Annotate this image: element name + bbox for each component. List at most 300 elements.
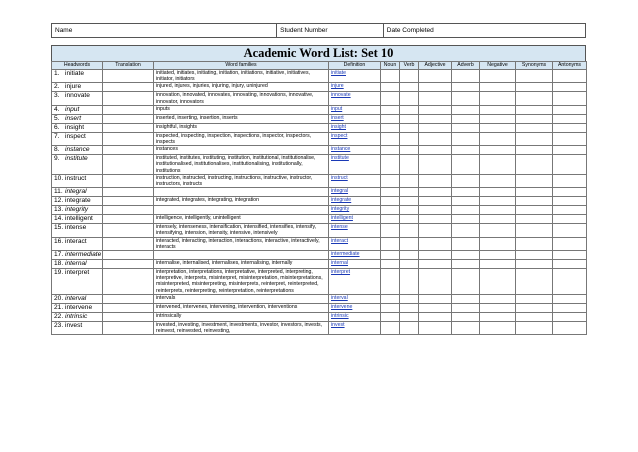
row-number: 5.	[54, 114, 60, 122]
adverb-cell[interactable]	[452, 105, 480, 114]
row-number: 11.	[54, 188, 63, 196]
definition-link[interactable]: internal	[331, 260, 349, 267]
column-header-antonyms: Antonyms	[553, 62, 587, 70]
noun-cell[interactable]	[381, 215, 400, 224]
adverb-cell[interactable]	[452, 174, 480, 187]
verb-cell[interactable]	[400, 206, 419, 215]
column-header-definition: Definition	[329, 62, 381, 70]
verb-cell[interactable]	[400, 132, 419, 145]
negative-cell[interactable]	[480, 146, 516, 155]
noun-cell[interactable]	[381, 312, 400, 321]
adjective-cell[interactable]	[419, 237, 452, 250]
adjective-cell[interactable]	[419, 303, 452, 312]
row-number: 14.	[54, 215, 64, 223]
adjective-cell[interactable]	[419, 260, 452, 269]
verb-cell[interactable]	[400, 294, 419, 303]
headword: institute	[65, 155, 88, 163]
verb-cell[interactable]	[400, 224, 419, 237]
negative-cell[interactable]	[480, 92, 516, 105]
synonyms-cell[interactable]	[516, 83, 553, 92]
synonyms-cell[interactable]	[516, 321, 553, 334]
row-number: 12.	[54, 197, 64, 205]
synonyms-cell[interactable]	[516, 312, 553, 321]
definition-link[interactable]: interval	[331, 294, 348, 301]
translation-cell[interactable]	[103, 174, 154, 187]
antonyms-cell[interactable]	[553, 114, 587, 123]
headword: intermediate	[65, 251, 102, 259]
definition-link[interactable]: intense	[331, 224, 348, 231]
table-row	[52, 224, 587, 237]
name-field[interactable]: Name	[52, 24, 277, 37]
adjective-cell[interactable]	[419, 215, 452, 224]
adjective-cell[interactable]	[419, 312, 452, 321]
synonyms-cell[interactable]	[516, 260, 553, 269]
adjective-cell[interactable]	[419, 132, 452, 145]
verb-cell[interactable]	[400, 237, 419, 250]
negative-cell[interactable]	[480, 123, 516, 132]
definition-cell	[329, 237, 381, 250]
synonyms-cell[interactable]	[516, 92, 553, 105]
negative-cell[interactable]	[480, 174, 516, 187]
definition-link[interactable]: instance	[331, 146, 351, 153]
definition-cell	[329, 70, 381, 83]
noun-cell[interactable]	[381, 123, 400, 132]
negative-cell[interactable]	[480, 105, 516, 114]
antonyms-cell[interactable]	[553, 155, 587, 175]
verb-cell[interactable]	[400, 174, 419, 187]
verb-cell[interactable]	[400, 312, 419, 321]
adjective-cell[interactable]	[419, 114, 452, 123]
student-info-bar	[51, 23, 586, 38]
definition-link[interactable]: insert	[331, 114, 344, 121]
verb-cell[interactable]	[400, 92, 419, 105]
headword: insight	[65, 123, 85, 131]
noun-cell[interactable]	[381, 174, 400, 187]
adjective-cell[interactable]	[419, 92, 452, 105]
definition-link[interactable]: insight	[331, 123, 346, 130]
definition-link[interactable]: inspect	[331, 132, 348, 139]
definition-link[interactable]: intervene	[331, 303, 353, 310]
definition-link[interactable]: intelligent	[331, 215, 353, 222]
headword-cell	[52, 92, 103, 105]
adjective-cell[interactable]	[419, 146, 452, 155]
definition-link[interactable]: innovate	[331, 92, 351, 99]
adjective-cell[interactable]	[419, 123, 452, 132]
adverb-cell[interactable]	[452, 251, 480, 260]
synonyms-cell[interactable]	[516, 206, 553, 215]
noun-cell[interactable]	[381, 92, 400, 105]
definition-link[interactable]: integral	[331, 188, 349, 195]
verb-cell[interactable]	[400, 114, 419, 123]
antonyms-cell[interactable]	[553, 303, 587, 312]
definition-link[interactable]: invest	[331, 321, 345, 328]
negative-cell[interactable]	[480, 321, 516, 334]
negative-cell[interactable]	[480, 237, 516, 250]
synonyms-cell[interactable]	[516, 294, 553, 303]
noun-cell[interactable]	[381, 224, 400, 237]
translation-cell[interactable]	[103, 188, 154, 197]
definition-link[interactable]: interact	[331, 237, 349, 244]
verb-cell[interactable]	[400, 146, 419, 155]
verb-cell[interactable]	[400, 251, 419, 260]
noun-cell[interactable]	[381, 146, 400, 155]
definition-link[interactable]: injure	[331, 83, 344, 90]
negative-cell[interactable]	[480, 269, 516, 295]
translation-cell[interactable]	[103, 197, 154, 206]
adverb-cell[interactable]	[452, 197, 480, 206]
translation-cell[interactable]	[103, 224, 154, 237]
synonyms-cell[interactable]	[516, 303, 553, 312]
synonyms-cell[interactable]	[516, 123, 553, 132]
table-row	[52, 269, 587, 295]
synonyms-cell[interactable]	[516, 105, 553, 114]
headword: integral	[65, 188, 87, 196]
table-row	[52, 155, 587, 175]
table-row	[52, 92, 587, 105]
verb-cell[interactable]	[400, 260, 419, 269]
adverb-cell[interactable]	[452, 132, 480, 145]
headword: intrinsic	[65, 312, 88, 320]
noun-cell[interactable]	[381, 303, 400, 312]
synonyms-cell[interactable]	[516, 269, 553, 295]
negative-cell[interactable]	[480, 303, 516, 312]
verb-cell[interactable]	[400, 83, 419, 92]
word-families-cell	[154, 206, 329, 215]
antonyms-cell[interactable]	[553, 92, 587, 105]
antonyms-cell[interactable]	[553, 224, 587, 237]
word-families-cell: injured, injures, injuries, injuring, injury, uninjured	[154, 83, 329, 92]
row-number: 17.	[54, 251, 64, 259]
adverb-cell[interactable]	[452, 155, 480, 175]
definition-link[interactable]: integrate	[331, 197, 352, 204]
table-row	[52, 303, 587, 312]
adverb-cell[interactable]	[452, 237, 480, 250]
row-number: 10.	[54, 174, 64, 182]
adjective-cell[interactable]	[419, 155, 452, 175]
adverb-cell[interactable]	[452, 321, 480, 334]
date-completed-field[interactable]: Date Completed	[386, 27, 434, 34]
headword: input	[65, 105, 80, 113]
negative-cell[interactable]	[480, 155, 516, 175]
row-number: 15.	[54, 224, 64, 232]
synonyms-cell[interactable]	[516, 251, 553, 260]
definition-cell	[329, 251, 381, 260]
verb-cell[interactable]	[400, 123, 419, 132]
definition-cell	[329, 294, 381, 303]
adjective-cell[interactable]	[419, 188, 452, 197]
adjective-cell[interactable]	[419, 251, 452, 260]
translation-cell[interactable]	[103, 237, 154, 250]
verb-cell[interactable]	[400, 70, 419, 83]
antonyms-cell[interactable]	[553, 251, 587, 260]
definition-link[interactable]: integrity	[331, 206, 350, 213]
adverb-cell[interactable]	[452, 294, 480, 303]
adverb-cell[interactable]	[452, 224, 480, 237]
adverb-cell[interactable]	[452, 303, 480, 312]
adjective-cell[interactable]	[419, 321, 452, 334]
negative-cell[interactable]	[480, 312, 516, 321]
verb-cell[interactable]	[400, 197, 419, 206]
headword-cell	[52, 251, 103, 260]
translation-cell[interactable]	[103, 215, 154, 224]
adverb-cell[interactable]	[452, 92, 480, 105]
headword-cell	[52, 260, 103, 269]
adjective-cell[interactable]	[419, 197, 452, 206]
table-row	[52, 251, 587, 260]
antonyms-cell[interactable]	[553, 260, 587, 269]
translation-cell[interactable]	[103, 70, 154, 83]
adjective-cell[interactable]	[419, 70, 452, 83]
adjective-cell[interactable]	[419, 206, 452, 215]
definition-link[interactable]: interpret	[331, 269, 351, 276]
verb-cell[interactable]	[400, 105, 419, 114]
definition-cell	[329, 303, 381, 312]
antonyms-cell[interactable]	[553, 321, 587, 334]
headword: interact	[65, 237, 87, 245]
translation-cell[interactable]	[103, 269, 154, 295]
definition-link[interactable]: intrinsic	[331, 312, 349, 319]
table-row	[52, 174, 587, 187]
noun-cell[interactable]	[381, 260, 400, 269]
negative-cell[interactable]	[480, 132, 516, 145]
adjective-cell[interactable]	[419, 83, 452, 92]
adverb-cell[interactable]	[452, 206, 480, 215]
column-header-verb: Verb	[400, 62, 419, 70]
negative-cell[interactable]	[480, 224, 516, 237]
noun-cell[interactable]	[381, 188, 400, 197]
headword-cell	[52, 155, 103, 175]
negative-cell[interactable]	[480, 206, 516, 215]
definition-cell	[329, 197, 381, 206]
antonyms-cell[interactable]	[553, 146, 587, 155]
translation-cell[interactable]	[103, 303, 154, 312]
verb-cell[interactable]	[400, 269, 419, 295]
definition-link[interactable]: intermediate	[331, 251, 360, 258]
word-families-cell	[154, 188, 329, 197]
negative-cell[interactable]	[480, 114, 516, 123]
table-row	[52, 197, 587, 206]
table-row	[52, 123, 587, 132]
synonyms-cell[interactable]	[516, 224, 553, 237]
noun-cell[interactable]	[381, 114, 400, 123]
definition-cell	[329, 312, 381, 321]
antonyms-cell[interactable]	[553, 269, 587, 295]
negative-cell[interactable]	[480, 215, 516, 224]
antonyms-cell[interactable]	[553, 123, 587, 132]
negative-cell[interactable]	[480, 70, 516, 83]
table-row	[52, 105, 587, 114]
row-number: 18.	[54, 260, 64, 268]
translation-cell[interactable]	[103, 260, 154, 269]
adverb-cell[interactable]	[452, 114, 480, 123]
negative-cell[interactable]	[480, 260, 516, 269]
table-row	[52, 188, 587, 197]
antonyms-cell[interactable]	[553, 174, 587, 187]
noun-cell[interactable]	[381, 83, 400, 92]
word-families-cell: insightful, insights	[154, 123, 329, 132]
translation-cell[interactable]	[103, 312, 154, 321]
synonyms-cell[interactable]	[516, 174, 553, 187]
synonyms-cell[interactable]	[516, 114, 553, 123]
adverb-cell[interactable]	[452, 188, 480, 197]
translation-cell[interactable]	[103, 251, 154, 260]
noun-cell[interactable]	[381, 237, 400, 250]
adjective-cell[interactable]	[419, 174, 452, 187]
definition-cell	[329, 206, 381, 215]
verb-cell[interactable]	[400, 155, 419, 175]
row-number: 20.	[54, 294, 64, 302]
verb-cell[interactable]	[400, 188, 419, 197]
headword-cell	[52, 123, 103, 132]
definition-link[interactable]: institute	[331, 155, 349, 162]
noun-cell[interactable]	[381, 251, 400, 260]
word-families-cell: invested, investing, investment, investments, investor, investors, invests, reinvest, reinvested, reinvesting,	[154, 321, 329, 334]
adverb-cell[interactable]	[452, 146, 480, 155]
headword-cell	[52, 146, 103, 155]
antonyms-cell[interactable]	[553, 83, 587, 92]
negative-cell[interactable]	[480, 294, 516, 303]
headword: interpret	[65, 269, 90, 277]
adverb-cell[interactable]	[452, 260, 480, 269]
column-header-adjective: Adjective	[419, 62, 452, 70]
verb-cell[interactable]	[400, 215, 419, 224]
negative-cell[interactable]	[480, 251, 516, 260]
adverb-cell[interactable]	[452, 215, 480, 224]
negative-cell[interactable]	[480, 83, 516, 92]
noun-cell[interactable]	[381, 269, 400, 295]
antonyms-cell[interactable]	[553, 294, 587, 303]
word-families-cell: intervals	[154, 294, 329, 303]
negative-cell[interactable]	[480, 197, 516, 206]
noun-cell[interactable]	[381, 132, 400, 145]
translation-cell[interactable]	[103, 321, 154, 334]
noun-cell[interactable]	[381, 294, 400, 303]
translation-cell[interactable]	[103, 294, 154, 303]
synonyms-cell[interactable]	[516, 237, 553, 250]
translation-cell[interactable]	[103, 155, 154, 175]
adjective-cell[interactable]	[419, 105, 452, 114]
verb-cell[interactable]	[400, 303, 419, 312]
column-header-word-families: Word families	[154, 62, 329, 70]
definition-link[interactable]: input	[331, 105, 343, 112]
noun-cell[interactable]	[381, 206, 400, 215]
adjective-cell[interactable]	[419, 224, 452, 237]
word-families-cell: inserted, inserting, insertion, inserts	[154, 114, 329, 123]
adverb-cell[interactable]	[452, 312, 480, 321]
table-row	[52, 294, 587, 303]
negative-cell[interactable]	[480, 188, 516, 197]
synonyms-cell[interactable]	[516, 132, 553, 145]
headword: initiate	[65, 70, 85, 77]
antonyms-cell[interactable]	[553, 237, 587, 250]
antonyms-cell[interactable]	[553, 70, 587, 83]
headword-cell	[52, 174, 103, 187]
adverb-cell[interactable]	[452, 83, 480, 92]
translation-cell[interactable]	[103, 83, 154, 92]
noun-cell[interactable]	[381, 155, 400, 175]
headword-cell	[52, 312, 103, 321]
table-row	[52, 206, 587, 215]
definition-cell	[329, 269, 381, 295]
antonyms-cell[interactable]	[553, 206, 587, 215]
translation-cell[interactable]	[103, 123, 154, 132]
verb-cell[interactable]	[400, 321, 419, 334]
adjective-cell[interactable]	[419, 294, 452, 303]
word-families-cell: internalise, internalised, internalises, internalising, internally	[154, 260, 329, 269]
definition-cell	[329, 155, 381, 175]
row-number: 8.	[54, 146, 60, 154]
antonyms-cell[interactable]	[553, 105, 587, 114]
synonyms-cell[interactable]	[516, 188, 553, 197]
headword: intelligent	[65, 215, 93, 223]
translation-cell[interactable]	[103, 105, 154, 114]
word-families-cell: instruction, instructed, instructing, instructions, instructive, instructor, instructors, instructs	[154, 174, 329, 187]
headword-cell	[52, 105, 103, 114]
translation-cell[interactable]	[103, 92, 154, 105]
adverb-cell[interactable]	[452, 123, 480, 132]
word-list-sheet	[51, 45, 586, 335]
definition-cell	[329, 224, 381, 237]
table-row	[52, 146, 587, 155]
row-number: 22.	[54, 312, 64, 320]
headword-cell	[52, 197, 103, 206]
translation-cell[interactable]	[103, 146, 154, 155]
definition-link[interactable]: instruct	[331, 174, 348, 181]
word-families-cell: integrated, integrates, integrating, integration	[154, 197, 329, 206]
word-families-cell: interacted, interacting, interaction, interactions, interactive, interactively, interacts	[154, 237, 329, 250]
translation-cell[interactable]	[103, 114, 154, 123]
antonyms-cell[interactable]	[553, 132, 587, 145]
row-number: 13.	[54, 206, 64, 214]
word-families-cell: initiated, initiates, initiating, initiation, initiations, initiative, initiatives, initiator, initiators	[154, 70, 329, 83]
noun-cell[interactable]	[381, 197, 400, 206]
synonyms-cell[interactable]	[516, 146, 553, 155]
antonyms-cell[interactable]	[553, 312, 587, 321]
column-header-headwords: Headwords	[52, 62, 103, 70]
synonyms-cell[interactable]	[516, 155, 553, 175]
synonyms-cell[interactable]	[516, 70, 553, 83]
antonyms-cell[interactable]	[553, 188, 587, 197]
definition-link[interactable]: initiate	[331, 70, 346, 76]
headword: intervene	[65, 303, 93, 311]
adjective-cell[interactable]	[419, 269, 452, 295]
row-number: 3.	[54, 92, 60, 100]
definition-cell	[329, 105, 381, 114]
synonyms-cell[interactable]	[516, 197, 553, 206]
column-header-adverb: Adverb	[452, 62, 480, 70]
translation-cell[interactable]	[103, 206, 154, 215]
noun-cell[interactable]	[381, 105, 400, 114]
table-row	[52, 260, 587, 269]
definition-cell	[329, 260, 381, 269]
antonyms-cell[interactable]	[553, 197, 587, 206]
translation-cell[interactable]	[103, 132, 154, 145]
headword: integrity	[65, 206, 89, 214]
synonyms-cell[interactable]	[516, 215, 553, 224]
antonyms-cell[interactable]	[553, 215, 587, 224]
word-table	[51, 61, 587, 335]
table-row	[52, 70, 587, 83]
adverb-cell[interactable]	[452, 70, 480, 83]
student-number-field[interactable]: Student Number	[277, 24, 384, 37]
row-number: 4.	[54, 105, 60, 113]
definition-cell	[329, 83, 381, 92]
noun-cell[interactable]	[381, 70, 400, 83]
noun-cell[interactable]	[381, 321, 400, 334]
adverb-cell[interactable]	[452, 269, 480, 295]
row-number: 1.	[54, 70, 60, 77]
word-families-cell: instances	[154, 146, 329, 155]
